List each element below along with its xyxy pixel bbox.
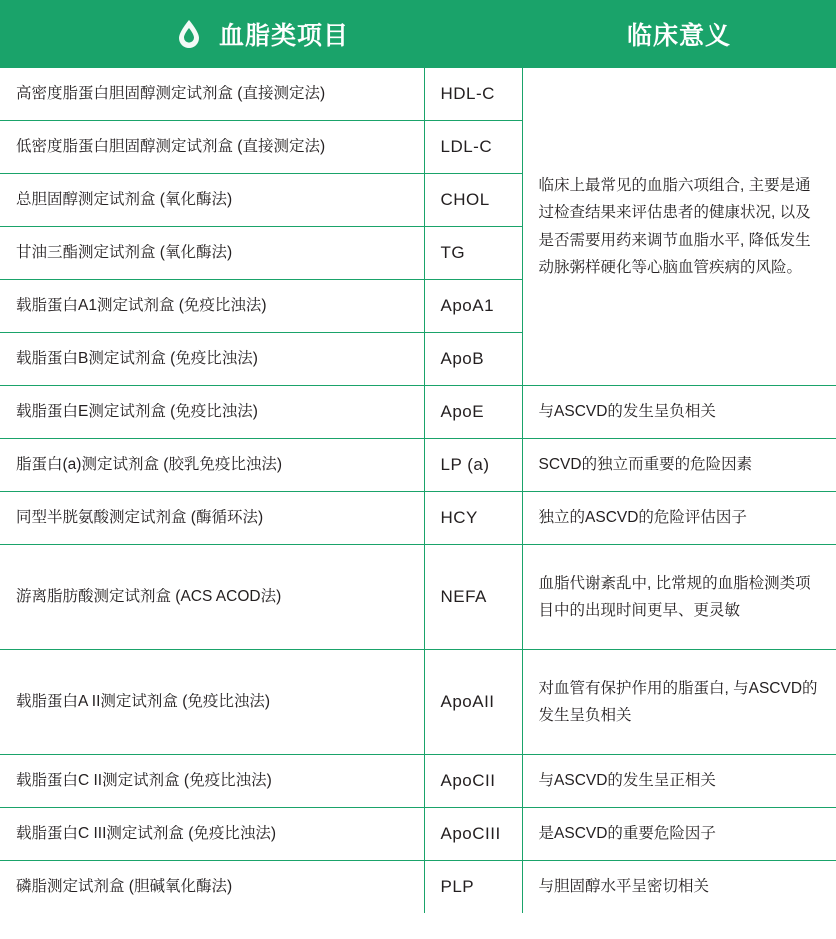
row-abbr: ApoCIII: [424, 808, 522, 861]
table-row: [0, 545, 836, 650]
header-left-cell: [0, 0, 522, 68]
row-abbr: ApoE: [424, 386, 522, 439]
row-name: 高密度脂蛋白胆固醇测定试剂盒 (直接测定法): [0, 68, 424, 121]
row-abbr: TG: [424, 227, 522, 280]
row-meaning: 临床上最常见的血脂六项组合, 主要是通过检查结果来评估患者的健康状况, 以及是否需要用药来调节血脂水平, 降低发生动脉粥样硬化等心脑血管疾病的风险。: [522, 68, 836, 386]
blood-drop-icon: [173, 18, 205, 50]
row-name: 载脂蛋白C III测定试剂盒 (免疫比浊法): [0, 808, 424, 861]
table-row: [0, 439, 836, 492]
row-abbr: ApoAII: [424, 650, 522, 755]
table-row: [0, 68, 836, 121]
row-name: 载脂蛋白A II测定试剂盒 (免疫比浊法): [0, 650, 424, 755]
row-meaning: SCVD的独立而重要的危险因素: [522, 439, 836, 492]
row-name: 游离脂肪酸测定试剂盒 (ACS ACOD法): [0, 545, 424, 650]
table-row: [0, 861, 836, 914]
row-meaning: 是ASCVD的重要危险因子: [522, 808, 836, 861]
row-abbr: NEFA: [424, 545, 522, 650]
table-row: [0, 755, 836, 808]
row-name: 载脂蛋白A1测定试剂盒 (免疫比浊法): [0, 280, 424, 333]
row-abbr: HCY: [424, 492, 522, 545]
table-row: [0, 386, 836, 439]
table-row: [0, 650, 836, 755]
row-meaning: 与ASCVD的发生呈正相关: [522, 755, 836, 808]
table-header-row: [0, 0, 836, 68]
row-abbr: PLP: [424, 861, 522, 914]
row-meaning: 与ASCVD的发生呈负相关: [522, 386, 836, 439]
header-right-cell: 临床意义: [522, 0, 836, 68]
table-row: [0, 808, 836, 861]
row-meaning: 对血管有保护作用的脂蛋白, 与ASCVD的发生呈负相关: [522, 650, 836, 755]
table-row: [0, 492, 836, 545]
row-meaning: 与胆固醇水平呈密切相关: [522, 861, 836, 914]
row-meaning: 血脂代谢紊乱中, 比常规的血脂检测类项目中的出现时间更早、更灵敏: [522, 545, 836, 650]
row-abbr: CHOL: [424, 174, 522, 227]
row-name: 磷脂测定试剂盒 (胆碱氧化酶法): [0, 861, 424, 914]
row-abbr: LP (a): [424, 439, 522, 492]
row-abbr: HDL-C: [424, 68, 522, 121]
row-name: 同型半胱氨酸测定试剂盒 (酶循环法): [0, 492, 424, 545]
row-name: 脂蛋白(a)测定试剂盒 (胶乳免疫比浊法): [0, 439, 424, 492]
row-name: 低密度脂蛋白胆固醇测定试剂盒 (直接测定法): [0, 121, 424, 174]
row-meaning: 独立的ASCVD的危险评估因子: [522, 492, 836, 545]
row-abbr: ApoA1: [424, 280, 522, 333]
header-left-title: 血脂类项目: [219, 22, 350, 50]
row-name: 载脂蛋白C II测定试剂盒 (免疫比浊法): [0, 755, 424, 808]
row-name: 载脂蛋白E测定试剂盒 (免疫比浊法): [0, 386, 424, 439]
row-abbr: ApoB: [424, 333, 522, 386]
row-abbr: ApoCII: [424, 755, 522, 808]
row-abbr: LDL-C: [424, 121, 522, 174]
row-name: 载脂蛋白B测定试剂盒 (免疫比浊法): [0, 333, 424, 386]
row-name: 总胆固醇测定试剂盒 (氧化酶法): [0, 174, 424, 227]
row-name: 甘油三酯测定试剂盒 (氧化酶法): [0, 227, 424, 280]
